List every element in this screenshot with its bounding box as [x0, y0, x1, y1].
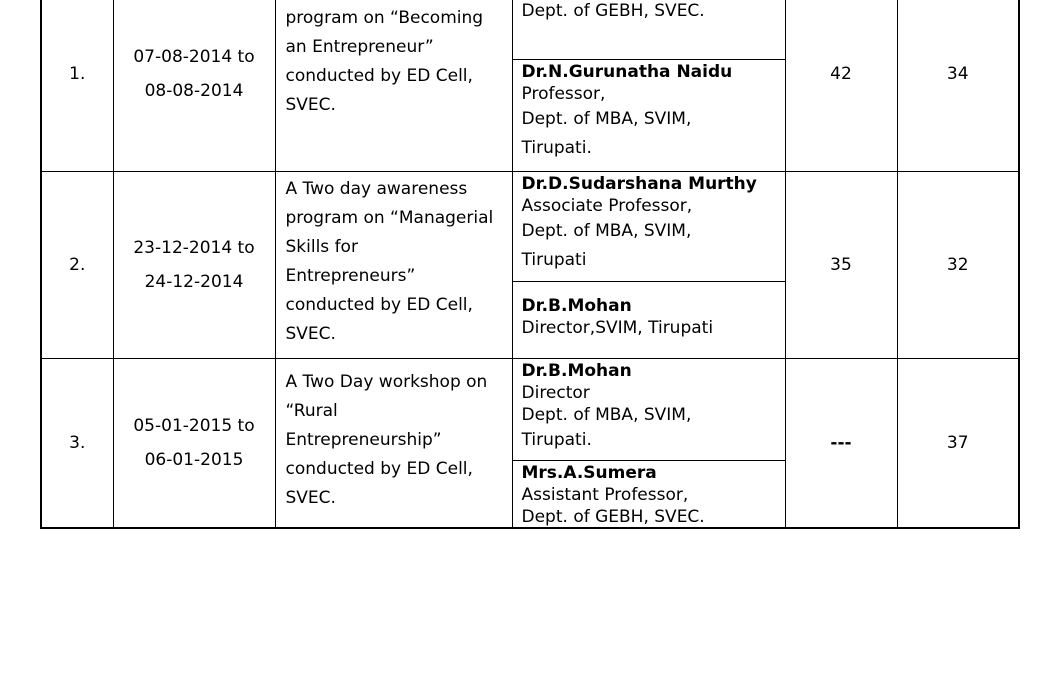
resource-detail: Dept. of MBA, SVIM, — [521, 109, 692, 129]
date-from: 23-12-2014 to — [133, 238, 255, 258]
resource-detail: Dept. of GEBH, SVEC. — [521, 507, 705, 527]
count-cell — [785, 359, 897, 529]
count-cell — [785, 0, 897, 172]
date-cell — [113, 172, 275, 359]
resource-name: Dr.N.Gurunatha Naidu — [521, 62, 733, 82]
sno-cell — [41, 0, 113, 172]
date-cell — [113, 0, 275, 172]
resource-cell — [512, 0, 785, 172]
date-to: 06-01-2015 — [144, 450, 244, 470]
program-cell — [275, 359, 512, 529]
sno: 3. — [69, 433, 86, 453]
resource-detail: Dept. of MBA, SVIM, — [521, 221, 692, 241]
resource-detail: Director,SVIM, Tirupati — [521, 318, 714, 338]
resource-cell — [512, 359, 785, 529]
resource-cell — [512, 172, 785, 359]
resource-detail: Tirupati — [521, 250, 587, 270]
date-to: 08-08-2014 — [144, 81, 244, 101]
resource-name: Dr.D.Sudarshana Murthy — [521, 174, 757, 194]
table-row — [41, 359, 1019, 529]
program-line: SVEC. — [285, 324, 336, 344]
count-cell — [897, 359, 1019, 529]
program-line: program on “Becoming — [285, 8, 484, 28]
sno-cell — [41, 172, 113, 359]
program-line: SVEC. — [285, 488, 336, 508]
program-line: A Two Day workshop on — [285, 372, 488, 392]
count-value: 32 — [946, 255, 969, 275]
program-cell — [275, 172, 512, 359]
resource-name: Dr.B.Mohan — [521, 296, 632, 316]
resource-person — [513, 172, 785, 282]
resource-detail: Dept. of GEBH, SVEC. — [521, 1, 705, 21]
program-line: conducted by ED Cell, — [285, 66, 473, 86]
count-value: --- — [830, 433, 852, 453]
count-cell — [897, 172, 1019, 359]
count-cell — [897, 0, 1019, 172]
resource-detail: Tirupati. — [521, 138, 592, 158]
date-cell — [113, 359, 275, 529]
resource-person — [513, 282, 785, 357]
table-row — [41, 0, 1019, 172]
table-row — [41, 172, 1019, 359]
resource-name: Dr.B.Mohan — [521, 361, 632, 381]
resource-detail: Dept. of MBA, SVIM, — [521, 405, 692, 425]
program-line: conducted by ED Cell, — [285, 459, 473, 479]
count-value: 42 — [830, 64, 852, 84]
resource-detail: Director — [521, 383, 590, 403]
resource-detail: Tirupati. — [521, 430, 592, 450]
resource-person — [513, 0, 785, 60]
program-line: an Entrepreneur” — [285, 37, 434, 57]
resource-person — [513, 461, 785, 526]
program-line: Entrepreneurs” — [285, 266, 416, 286]
resource-name: Mrs.A.Sumera — [521, 463, 657, 483]
program-line: conducted by ED Cell, — [285, 295, 473, 315]
resource-person — [513, 60, 785, 170]
sno: 1. — [69, 64, 86, 84]
resource-detail: Professor, — [521, 84, 606, 104]
date-from: 05-01-2015 to — [133, 416, 255, 436]
resource-person — [513, 359, 785, 461]
events-table — [40, 0, 1020, 529]
count-value: 37 — [946, 433, 969, 453]
resource-detail: Associate Professor, — [521, 196, 693, 216]
sno-cell — [41, 359, 113, 529]
count-value: 35 — [830, 255, 852, 275]
program-cell — [275, 0, 512, 172]
date-to: 24-12-2014 — [144, 272, 244, 292]
count-value: 34 — [946, 64, 969, 84]
program-line: Skills for — [285, 237, 358, 257]
count-cell — [785, 172, 897, 359]
resource-detail: Assistant Professor, — [521, 485, 689, 505]
program-line: Entrepreneurship” — [285, 430, 442, 450]
program-line: program on “Managerial — [285, 208, 494, 228]
sno: 2. — [69, 255, 86, 275]
program-line: “Rural — [285, 401, 338, 421]
date-from: 07-08-2014 to — [133, 47, 255, 67]
program-line: SVEC. — [285, 95, 336, 115]
program-line: A Two day awareness — [285, 179, 468, 199]
